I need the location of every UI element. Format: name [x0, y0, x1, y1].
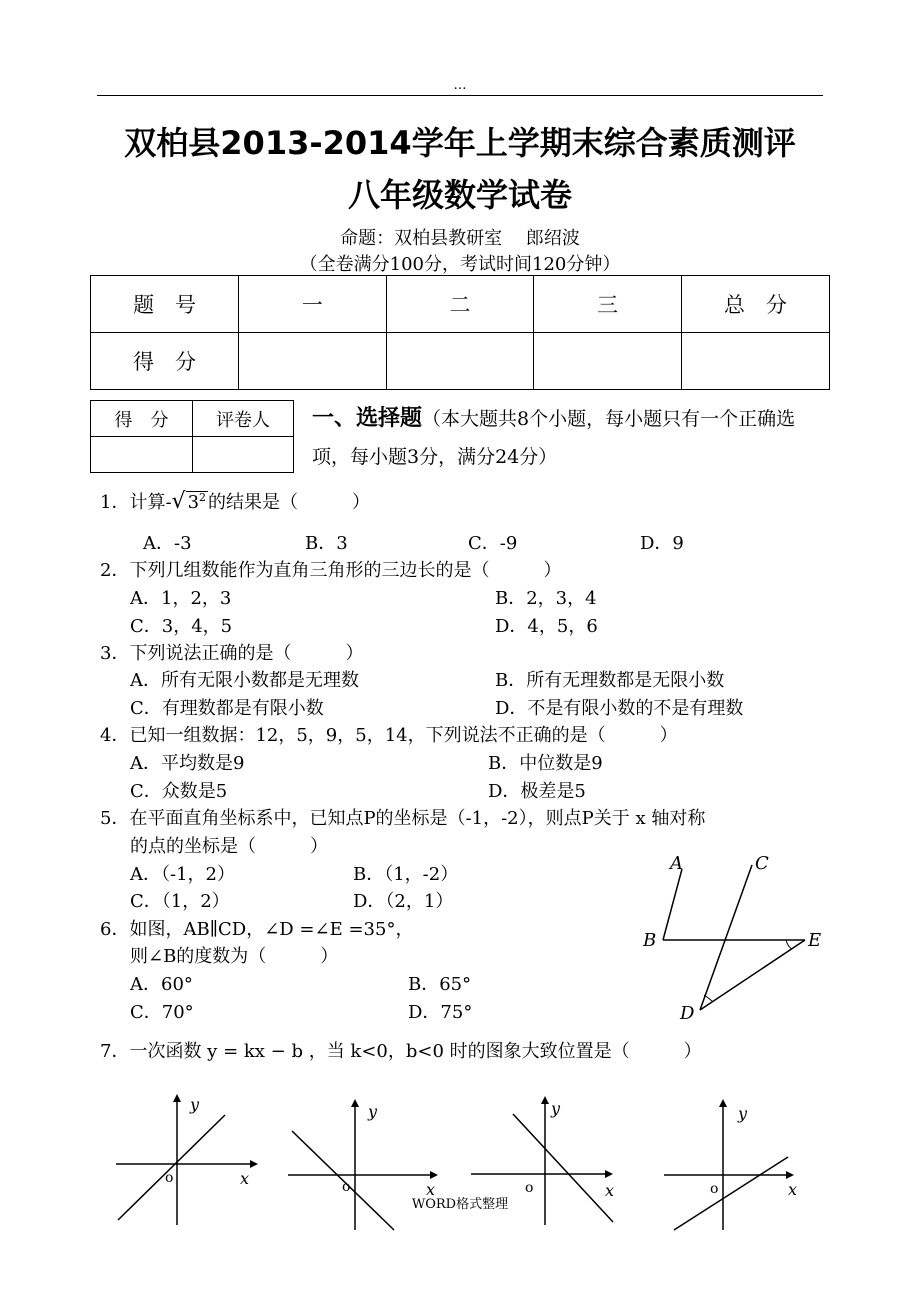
grader-name-cell[interactable] [192, 437, 293, 473]
q5-stem-line1: 5．在平面直角坐标系中，已知点P的坐标是（-1，-2），则点P关于 x 轴对称 [100, 808, 706, 829]
score-cell: 总 分 [681, 276, 829, 333]
q6-option-b[interactable]: B．65° [408, 974, 472, 995]
axis-x-label: x [788, 1180, 798, 1199]
q4-option-d[interactable]: D．极差是5 [488, 781, 586, 802]
score-input-cell[interactable] [239, 333, 387, 390]
score-cell: 二 [386, 276, 534, 333]
q1-option-c[interactable]: C．-9 [468, 533, 518, 554]
exam-info: （全卷满分100分，考试时间120分钟） [299, 254, 621, 275]
label-e: E [808, 930, 822, 951]
q3-option-a[interactable]: A．所有无限小数都是无理数 [130, 670, 359, 691]
q2-option-d[interactable]: D．4，5，6 [495, 616, 598, 637]
score-input-cell[interactable] [386, 333, 534, 390]
q3-stem: 3．下列说法正确的是（ ） [100, 643, 364, 664]
segment-de [700, 940, 805, 1010]
grader-score-cell[interactable] [91, 437, 193, 473]
score-input-cell[interactable] [681, 333, 829, 390]
score-input-cell[interactable] [534, 333, 682, 390]
origin-label: o [165, 1170, 174, 1186]
q1-option-d[interactable]: D．9 [640, 533, 684, 554]
q6-option-c[interactable]: C．70° [130, 1002, 194, 1023]
q5-option-a[interactable]: A．（-1，2） [130, 864, 235, 885]
axis-x-label: x [426, 1180, 436, 1199]
axis-y-label: y [368, 1102, 378, 1121]
q4-stem: 4．已知一组数据：12，5，9，5，14，下列说法不正确的是（ ） [100, 725, 678, 746]
label-c: C [755, 853, 769, 874]
q6-option-a[interactable]: A．60° [130, 974, 193, 995]
q1-option-a[interactable]: A．-3 [143, 533, 192, 554]
q6-stem-line2: 则∠B的度数为（ ） [130, 946, 339, 967]
q6-option-d[interactable]: D．75° [408, 1002, 473, 1023]
q3-option-d[interactable]: D．不是有限小数的不是有理数 [495, 698, 744, 719]
score-table [90, 275, 830, 390]
exam-subtitle: 八年级数学试卷 [347, 176, 572, 214]
score-cell: 三 [534, 276, 682, 333]
axis-y-label: y [190, 1095, 200, 1114]
q6-figure [630, 845, 830, 1025]
q4-option-a[interactable]: A．平均数是9 [130, 753, 245, 774]
header-dots: … [453, 78, 467, 93]
grader-table [90, 400, 294, 473]
q2-option-b[interactable]: B．2，3，4 [495, 588, 597, 609]
score-cell: 题 号 [91, 276, 239, 333]
section-title: 一、选择题 [312, 406, 423, 431]
label-d: D [680, 1003, 695, 1024]
segment-ab [663, 869, 682, 940]
q2-option-c[interactable]: C．3，4，5 [130, 616, 233, 637]
axis-x-label: x [605, 1181, 615, 1200]
score-table-score-row [91, 333, 830, 390]
q6-stem-line1: 6．如图，AB∥CD，∠D =∠E =35°， [100, 919, 414, 940]
q7-stem: 7．一次函数 y = kx − b ，当 k<0，b<0 时的图象大致位置是（ ） [100, 1041, 702, 1062]
angle-d-arc [704, 995, 713, 1002]
score-table-header-row [91, 276, 830, 333]
sqrt-radicand: $3^2$ [187, 491, 207, 513]
grader-score-label: 得 分 [91, 401, 193, 437]
q5-option-b[interactable]: B．（1，-2） [353, 864, 459, 885]
sqrt-symbol: √ [171, 489, 186, 514]
q4-option-c[interactable]: C．众数是5 [130, 781, 228, 802]
q3-option-c[interactable]: C．有理数都是有限小数 [130, 698, 324, 719]
axis-y-label: y [551, 1099, 561, 1118]
q1-option-b[interactable]: B．3 [305, 533, 348, 554]
q5-option-d[interactable]: D．（2，1） [353, 891, 454, 912]
origin-label: o [525, 1180, 534, 1196]
axis-y-label: y [738, 1104, 748, 1123]
header-rule [97, 95, 823, 96]
grader-name-label: 评卷人 [192, 401, 293, 437]
q5-option-c[interactable]: C．（1，2） [130, 891, 230, 912]
q7-graph-d[interactable] [660, 1095, 820, 1235]
section-desc: （本大题共8个小题，每小题只有一个正确选项，每小题3分，满分24分） [312, 408, 796, 468]
origin-label: o [710, 1181, 719, 1197]
origin-label: o [342, 1179, 351, 1195]
q2-option-a[interactable]: A．1，2，3 [130, 588, 232, 609]
exam-title: 双柏县2013-2014学年上学期末综合素质测评 [124, 124, 796, 162]
q1-stem: 1．计算-√ $3^2$ 的结果是（ ） [100, 489, 371, 514]
axis-x-label: x [240, 1169, 250, 1188]
angle-e-arc [786, 940, 792, 949]
segment-cd [700, 865, 752, 1010]
score-cell: 一 [239, 276, 387, 333]
page-footer: WORD格式整理 [411, 1197, 509, 1212]
score-cell: 得 分 [91, 333, 239, 390]
q5-stem-line2: 的点的坐标是（ ） [130, 836, 328, 857]
q4-option-b[interactable]: B．中位数是9 [488, 753, 603, 774]
q3-option-b[interactable]: B．所有无理数都是无限小数 [495, 670, 725, 691]
label-b: B [643, 930, 657, 951]
q2-stem: 2．下列几组数能作为直角三角形的三边长的是（ ） [100, 560, 562, 581]
q7-graph-b[interactable] [282, 1095, 442, 1235]
section-heading [312, 400, 832, 476]
label-a: A [670, 853, 683, 874]
exam-author: 命题：双柏县教研室 郎绍波 [340, 228, 580, 249]
